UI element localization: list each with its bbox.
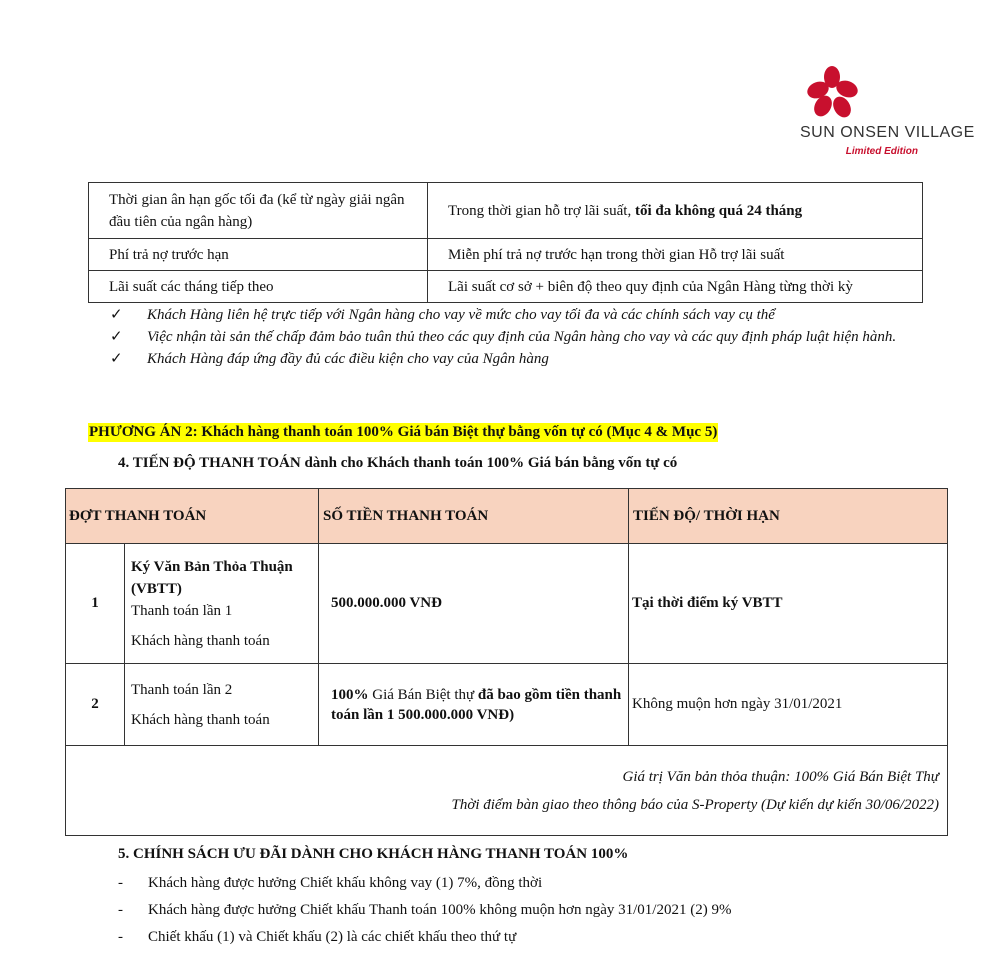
table-cell: Phí trả nợ trước hạn: [89, 239, 428, 271]
list-item: [110, 304, 940, 326]
installment-deadline: Không muộn hơn ngày 31/01/2021: [629, 664, 948, 746]
plan2-title: PHƯƠNG ÁN 2: Khách hàng thanh toán 100% Giá bán Biệt thự bằng vốn tự có (Mục 4 & Mục 5): [89, 424, 718, 440]
note-text: Khách Hàng đáp ứng đầy đủ các điều kiện cho vay của Ngân hàng: [147, 351, 549, 367]
list-item: [110, 348, 940, 370]
footer-line: Thời điểm bàn giao theo thông báo của S-Property (Dự kiến dự kiến 30/06/2022): [451, 796, 939, 813]
flower-logo-icon: [806, 66, 858, 118]
desc-bold: Ký Văn Bản Thỏa Thuận (VBTT): [131, 558, 293, 597]
list-item: [110, 326, 940, 348]
policy-list: [118, 873, 731, 954]
brand-logo: [800, 66, 975, 162]
column-header: ĐỢT THANH TOÁN: [66, 489, 319, 544]
table-row: [89, 183, 923, 239]
loan-terms-table: [88, 182, 923, 303]
dash-bullet: -: [118, 875, 123, 891]
check-icon: ✓: [110, 351, 123, 367]
table-footer: [66, 746, 948, 836]
note-text: Việc nhận tài sản thế chấp đảm bảo tuân thủ theo các quy định của Ngân hàng cho vay và các quy định pháp luật hiện hành.: [147, 329, 897, 345]
installment-deadline: Tại thời điểm ký VBTT: [629, 544, 948, 664]
desc-line: Khách hàng thanh toán: [131, 711, 270, 728]
note-text: Khách Hàng liên hệ trực tiếp với Ngân hàng cho vay về mức cho vay tối đa và các chính sách vay cụ thể: [147, 307, 775, 323]
column-header: SỐ TIỀN THANH TOÁN: [319, 489, 629, 544]
table-row: [66, 664, 948, 746]
policy-text: Khách hàng được hưởng Chiết khấu không vay (1) 7%, đồng thời: [148, 875, 543, 891]
installment-number: 1: [66, 544, 125, 664]
desc-line: Khách hàng thanh toán: [131, 632, 270, 649]
list-item: [118, 900, 731, 927]
table-footer-row: [66, 746, 948, 836]
dash-bullet: -: [118, 929, 123, 945]
installment-description: [125, 544, 319, 664]
brand-name: SUN ONSEN VILLAGE: [800, 124, 975, 141]
table-cell: Lãi suất cơ sở + biên độ theo quy định của Ngân Hàng từng thời kỳ: [428, 271, 923, 303]
policy-text: Khách hàng được hưởng Chiết khấu Thanh toán 100% không muộn hơn ngày 31/01/2021 (2) 9%: [148, 902, 732, 918]
section5-title: 5. CHÍNH SÁCH ƯU ĐÃI DÀNH CHO KHÁCH HÀNG THANH TOÁN 100%: [118, 846, 629, 862]
footer-line: Giá trị Văn bản thỏa thuận: 100% Giá Bán Biệt Thự: [622, 768, 939, 785]
payment-schedule-table: [65, 488, 948, 836]
cell-bold-text: tối đa không quá 24 tháng: [634, 202, 803, 219]
column-header: TIẾN ĐỘ/ THỜI HẠN: [629, 489, 948, 544]
amount-percent: 100%: [331, 686, 369, 703]
installment-number: 2: [66, 664, 125, 746]
table-row: [89, 239, 923, 271]
table-cell: Lãi suất các tháng tiếp theo: [89, 271, 428, 303]
table-cell: Miễn phí trả nợ trước hạn trong thời gian Hỗ trợ lãi suất: [428, 239, 923, 271]
policy-text: Chiết khấu (1) và Chiết khấu (2) là các chiết khấu theo thứ tự: [148, 929, 517, 945]
list-item: [118, 927, 731, 954]
amount-text: Giá Bán Biệt thự: [368, 686, 478, 703]
check-icon: ✓: [110, 307, 123, 323]
list-item: [118, 873, 731, 900]
installment-amount: 500.000.000 VNĐ: [319, 544, 629, 664]
brand-edition: Limited Edition: [845, 146, 918, 157]
desc-line: Thanh toán lần 2: [131, 681, 233, 698]
installment-amount: [319, 664, 629, 746]
section4-title: 4. TIẾN ĐỘ THANH TOÁN dành cho Khách thanh toán 100% Giá bán bằng vốn tự có: [118, 455, 678, 471]
installment-description: [125, 664, 319, 746]
loan-notes: [110, 304, 940, 370]
desc-line: Thanh toán lần 1: [131, 602, 233, 619]
check-icon: ✓: [110, 329, 123, 345]
table-header-row: [66, 489, 948, 544]
table-cell: [428, 183, 923, 239]
dash-bullet: -: [118, 902, 123, 918]
amount-bold-text: đã bao gồm tiền thanh toán lần 1 500.000.000 VNĐ): [331, 686, 622, 723]
table-row: [89, 271, 923, 303]
table-row: [66, 544, 948, 664]
cell-text: Trong thời gian hỗ trợ lãi suất,: [448, 202, 635, 219]
table-cell: Thời gian ân hạn gốc tối đa (kể từ ngày giải ngân đầu tiên của ngân hàng): [89, 183, 428, 239]
